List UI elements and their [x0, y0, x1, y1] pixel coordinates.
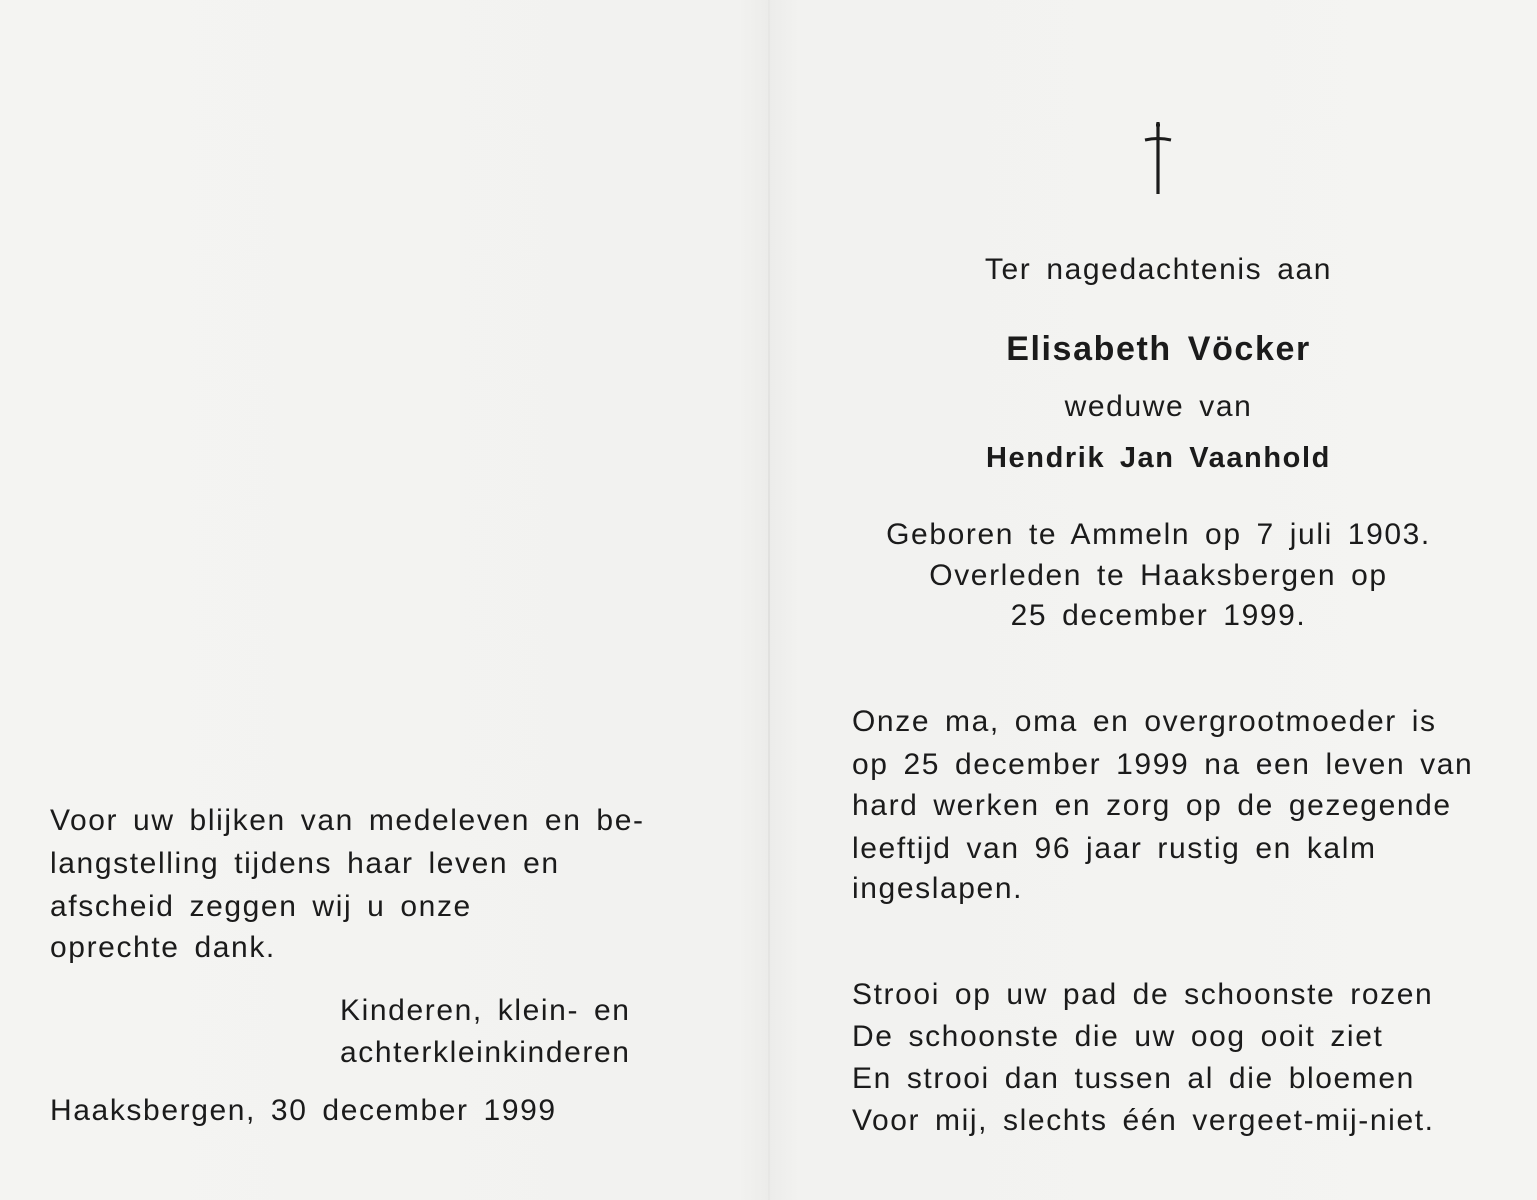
relation-text: weduwe van: [1064, 390, 1253, 423]
poem-line-1: Strooi op uw pad de schoonste rozen: [852, 978, 1434, 1011]
message-line-3: hard werken en zorg op de gezegende: [852, 789, 1452, 822]
poem-line-4: Voor mij, slechts één vergeet-mij-niet.: [852, 1104, 1435, 1137]
poem-line-2: De schoonste die uw oog ooit ziet: [852, 1020, 1384, 1053]
message-line-5: ingeslapen.: [852, 872, 1024, 905]
signature-line-1: Kinderen, klein- en: [340, 994, 631, 1027]
thanks-line-4: oprechte dank.: [50, 931, 276, 964]
death-text-1: Overleden te Haaksbergen op: [929, 559, 1388, 592]
poem-line-3: En strooi dan tussen al die bloemen: [852, 1062, 1415, 1095]
message-line-4: leeftijd van 96 jaar rustig en kalm: [852, 832, 1377, 865]
place-date: Haaksbergen, 30 december 1999: [50, 1094, 557, 1127]
birth-text: Geboren te Ammeln op 7 juli 1903.: [886, 518, 1431, 551]
intro-text: Ter nagedachtenis aan: [984, 253, 1333, 286]
thanks-line-3: afscheid zeggen wij u onze: [50, 890, 472, 923]
deceased-name: Elisabeth Vöcker: [1006, 330, 1311, 368]
death-text-2: 25 december 1999.: [1010, 599, 1307, 632]
message-line-1: Onze ma, oma en overgrootmoeder is: [852, 705, 1437, 738]
cross-icon: [1143, 122, 1173, 194]
left-panel: [0, 0, 768, 1200]
right-panel: [770, 0, 1537, 1200]
message-line-2: op 25 december 1999 na een leven van: [852, 748, 1474, 781]
thanks-line-2: langstelling tijdens haar leven en: [50, 847, 560, 880]
spouse-name: Hendrik Jan Vaanhold: [986, 442, 1331, 474]
signature-line-2: achterkleinkinderen: [340, 1036, 631, 1069]
thanks-line-1: Voor uw blijken van medeleven en be-: [50, 804, 645, 837]
